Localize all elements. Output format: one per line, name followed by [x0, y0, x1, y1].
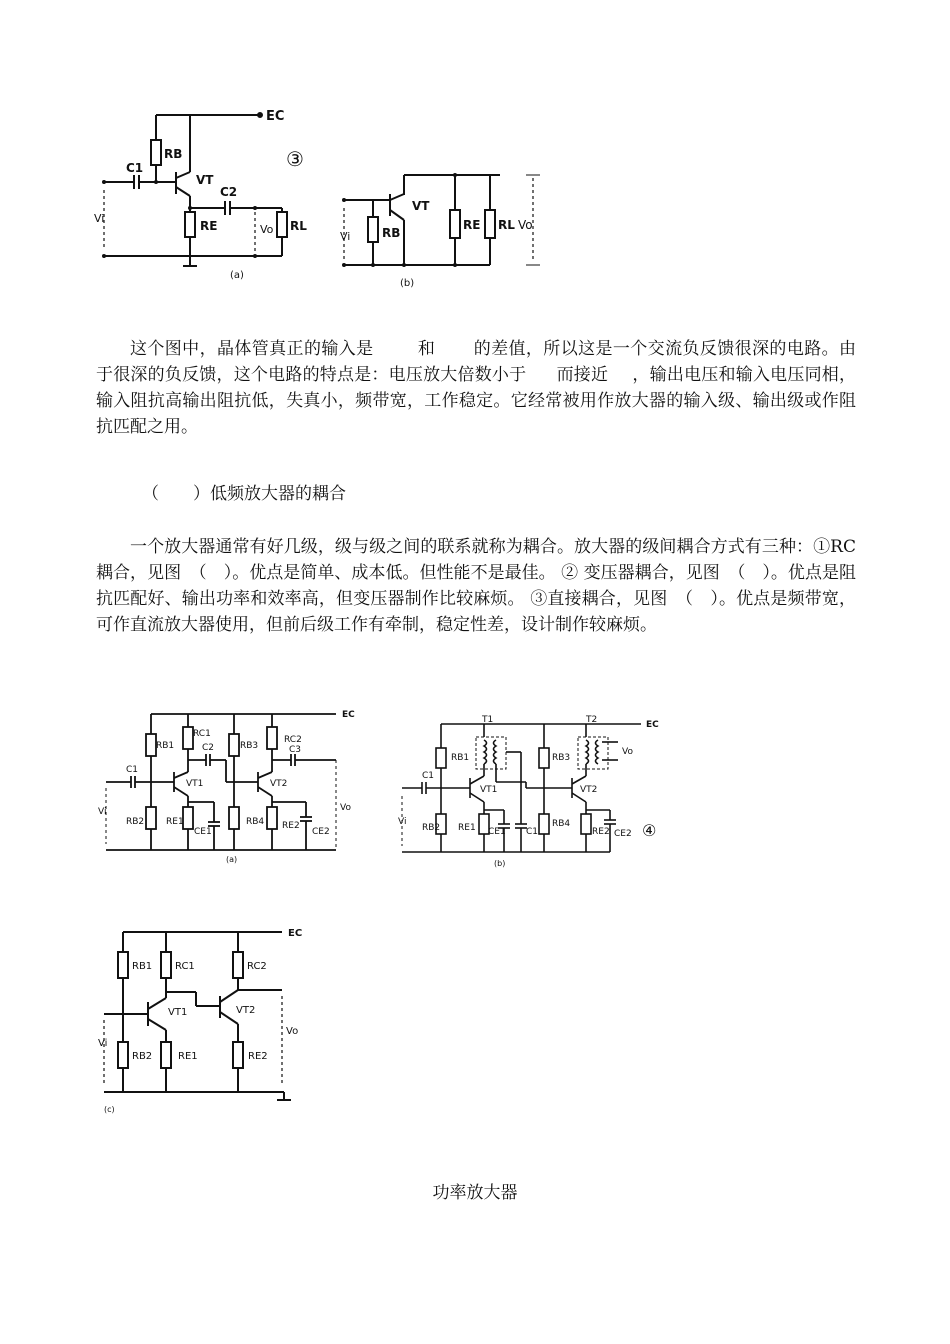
fig2b-ec: EC — [646, 720, 659, 730]
fig2c-ec: EC — [288, 928, 303, 939]
fig2a-rb4: RB4 — [246, 817, 265, 827]
figure-rc-coupling — [96, 702, 376, 867]
figure-transformer-coupling — [396, 712, 671, 872]
fig1b-re-label: RE — [463, 218, 481, 232]
fig1b-rb-label: RB — [382, 226, 401, 240]
fig2b-t2: T2 — [586, 715, 598, 725]
fig2b-rb3: RB3 — [552, 753, 571, 763]
fig1a-c2-label: C2 — [220, 185, 238, 199]
fig2a-c2: C2 — [202, 743, 215, 753]
fig2c-re2: RE2 — [248, 1051, 268, 1062]
p1-text-3: 和输入电压同相，输入阻抗高输出阻抗低，失真小，频带宽，工作稳定。它经常被用作放大 — [96, 365, 857, 411]
fig2c-rb2: RB2 — [132, 1051, 153, 1062]
p2-text-2: 种：①RC 耦合，见图 （ ）。优点是简单、成本低。但性能不是最佳。 ② 变压器耦 — [96, 537, 856, 583]
fig2b-vt2: VT2 — [580, 785, 598, 795]
fig2a-rb1: RB1 — [156, 741, 175, 751]
emitter-follower-diagram — [90, 100, 560, 300]
p2-text-3: 合，见图 （ ）。优点是阻抗匹配好、输出功率和效率高，但变压器制作比较麻烦。 ③ — [96, 563, 857, 609]
fig2b-rb2: RB2 — [422, 823, 441, 833]
p1-text-1a: 这个图中，晶体管真正的输入是 — [130, 339, 374, 359]
fig2b-vi: Vi — [398, 817, 407, 827]
fig2b-c1: C1 — [422, 771, 435, 781]
fig1b-vt-label: VT — [412, 199, 430, 213]
fig1a-vo-label: Vo — [260, 223, 274, 236]
fig2a-vi: Vi — [98, 807, 107, 817]
fig1b-vi-label: Vi — [340, 230, 351, 243]
transformer-coupling-diagram — [396, 712, 671, 872]
p1-text-1c: 的差值，所以这是一个交流负反馈很深的 — [473, 339, 787, 359]
fig2c-vi: Vi — [98, 1038, 108, 1049]
fig2b-vt1: VT1 — [480, 785, 498, 795]
fig2b-rb4: RB4 — [552, 819, 571, 829]
fig1a-caption: (a) — [230, 270, 244, 281]
fig2b-t1: T1 — [482, 715, 494, 725]
fig2c-rb1: RB1 — [132, 961, 153, 972]
fig1b-vo-label: Vo — [518, 218, 533, 232]
fig2c-vt2: VT2 — [236, 1005, 256, 1016]
fig2a-re2: RE2 — [282, 821, 300, 831]
p1-text-2c: ，输出电压 — [632, 365, 719, 385]
fig2a-ec-label: EC — [342, 710, 355, 720]
fig2a-ce1: CE1 — [194, 827, 212, 837]
fig2a-c3: C3 — [289, 745, 302, 755]
p1-text-1b: 和 — [417, 339, 436, 359]
fig2b-re1: RE1 — [458, 823, 476, 833]
fig1-ec-label: EC — [266, 109, 285, 124]
fig1a-rb-label: RB — [164, 147, 183, 161]
fig2a-vo: Vo — [340, 803, 351, 813]
fig2a-vt2: VT2 — [270, 779, 288, 789]
p1-text-2b: 而接近 — [556, 365, 609, 385]
fig1a-rl-label: RL — [290, 219, 307, 233]
figure-direct-coupling — [96, 920, 326, 1115]
fig2a-caption: (a) — [226, 855, 238, 864]
fig1a-c1-label: C1 — [126, 161, 144, 175]
fig2a-rb3: RB3 — [240, 741, 259, 751]
fig2a-rb2: RB2 — [126, 817, 145, 827]
fig2b-vo: Vo — [622, 747, 633, 757]
fig2a-ce2: CE2 — [312, 827, 330, 837]
fig2a-vt1: VT1 — [186, 779, 204, 789]
fig2a-re1: RE1 — [166, 817, 184, 827]
fig1a-vi-label: Vi — [94, 212, 105, 225]
direct-coupling-diagram — [96, 920, 326, 1115]
fig2c-re1: RE1 — [178, 1051, 198, 1062]
p2-text-1: 一个放大器通常有好几级，级与级之间的联系就称为耦合。放大器的级间耦合方式有三 — [130, 537, 779, 557]
fig1-circled-number: ③ — [286, 147, 304, 171]
paragraph-emitter-follower — [96, 336, 856, 440]
fig2b-rb1: RB1 — [451, 753, 470, 763]
figure-emitter-follower — [90, 100, 560, 300]
fig2b-ce2: CE2 — [614, 829, 632, 839]
fig2b-ce1: CE1 — [488, 827, 506, 837]
fig2b-circled-number: ④ — [642, 821, 657, 840]
fig1b-caption: (b) — [400, 278, 415, 289]
fig2c-vt1: VT1 — [168, 1007, 188, 1018]
fig2b-c1b: C1 — [526, 827, 539, 837]
fig2a-c1: C1 — [126, 765, 139, 775]
section-title-power-amplifier: 功率放大器 — [432, 1183, 518, 1203]
fig1a-vt-label: VT — [196, 173, 214, 187]
p1-text-4: 器的输入级、输出级或作阻抗匹配之用。 — [96, 391, 857, 437]
fig2c-rc2: RC2 — [247, 961, 267, 972]
fig2c-rc1: RC1 — [175, 961, 195, 972]
fig2c-caption: (c) — [104, 1105, 115, 1114]
p2-text-5: 稳定性差，设计制作较麻烦。 — [436, 615, 657, 635]
fig1a-re-label: RE — [200, 219, 218, 233]
paragraph-coupling — [96, 534, 856, 638]
fig2b-re2: RE2 — [592, 827, 610, 837]
rc-coupling-diagram — [96, 702, 376, 867]
fig1b-rl-label: RL — [498, 218, 515, 232]
p2-text-4: 直接耦合，见图 （ ）。优点是频带宽，可作直流放大器使用，但前后级工作有牵制， — [96, 589, 856, 635]
section-heading-coupling: （ ）低频放大器的耦合 — [142, 484, 346, 504]
fig2b-caption: (b) — [494, 859, 506, 868]
fig2a-rc1: RC1 — [193, 729, 211, 739]
fig2a-rc2: RC2 — [284, 735, 302, 745]
p1-text-2a: 电路。由于很深的负反馈，这个电路的特点是：电压放大倍数小于 — [96, 339, 857, 385]
fig2c-vo: Vo — [286, 1026, 299, 1037]
